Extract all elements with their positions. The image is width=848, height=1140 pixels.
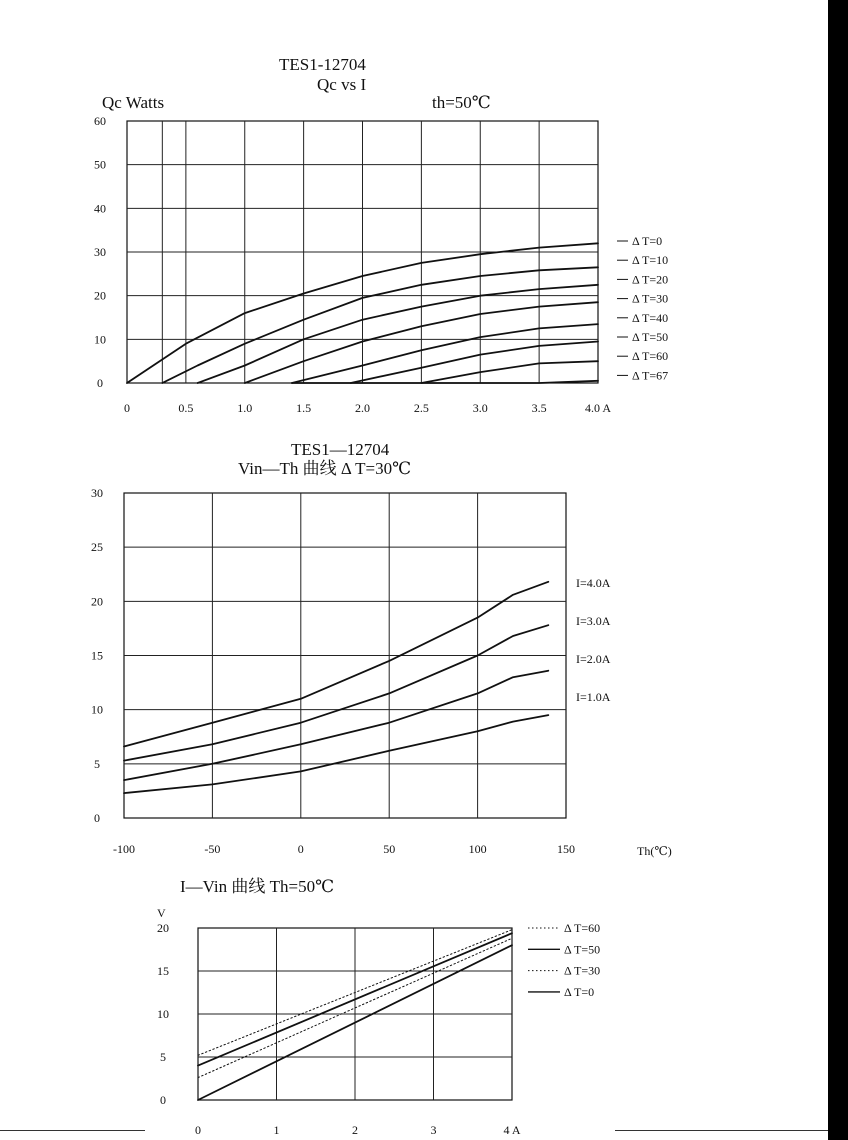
chart2-x-tick-label: -100 <box>113 842 135 856</box>
chart1-y-tick-label: 60 <box>94 114 106 128</box>
chart2-title: TES1—12704 <box>291 440 390 459</box>
chart1-title: TES1-12704 <box>279 55 366 74</box>
chart2-x-tick-label: -50 <box>204 842 221 856</box>
chart1-subtitle: Qc vs I <box>317 75 367 94</box>
chart3-x-ticks <box>195 1123 521 1137</box>
chart1-x-tick-label: 1.5 <box>296 401 312 415</box>
chart3-x-tick-label: 3 <box>430 1123 437 1137</box>
chart1-legend-label: Δ T=50 <box>632 330 669 344</box>
chart1-legend-label: Δ T=40 <box>632 310 669 325</box>
chart2-x-tick-label: 0 <box>297 842 304 856</box>
chart2-x-tick-label: 50 <box>383 842 396 856</box>
chart2-legend-label: I=2.0A <box>576 652 611 666</box>
chart2-y-tick-label: 15 <box>91 648 103 663</box>
chart1-legend-label: Δ T=30 <box>632 291 669 306</box>
chart1-x-tick-label: 3.5 <box>531 401 547 415</box>
chart3-x-tick-label: 2 <box>352 1123 358 1137</box>
chart3-y-tick-label: 15 <box>157 964 169 978</box>
chart1-x-tick-label: 1.0 <box>237 401 253 415</box>
chart1-legend-label: Δ T=67 <box>632 368 669 383</box>
chart3-ylabel: V <box>157 906 166 920</box>
chart3-y-tick-label: 5 <box>160 1050 166 1064</box>
chart3-legend <box>528 921 600 999</box>
chart3-y-tick-label: 0 <box>160 1093 166 1107</box>
chart3-y-tick-label: 10 <box>157 1007 169 1021</box>
chart2-xlabel: Th(℃) <box>637 844 672 858</box>
chart1-y-tick-label: 30 <box>94 245 106 259</box>
chart3-y-tick-label: 20 <box>157 921 169 935</box>
chart1-x-tick-label: 4.0 A <box>584 401 612 415</box>
chart1-ylabel: Qc Watts <box>102 93 165 112</box>
chart2-y-tick-label: 20 <box>91 594 103 609</box>
chart1-legend-label: Δ T=60 <box>632 349 669 364</box>
chart1-condition: th=50℃ <box>432 93 491 112</box>
chart2-legend-label: I=3.0A <box>576 614 611 628</box>
chart3-legend-label: Δ T=0 <box>564 984 595 999</box>
chart1-legend-label: Δ T=0 <box>632 234 663 248</box>
chart1-x-tick-label: 2.0 <box>355 401 370 415</box>
chart2-y-tick-label: 5 <box>94 756 100 771</box>
chart1-x-tick-label: 0 <box>124 401 130 415</box>
chart3-y-ticks <box>157 921 169 1107</box>
scan-edge-bar <box>828 0 848 1140</box>
chart2-y-tick-label: 30 <box>91 486 103 500</box>
chart1-x-tick-label: 2.5 <box>413 401 429 415</box>
chart3-legend-label: Δ T=50 <box>564 942 601 957</box>
chart1-y-tick-label: 50 <box>94 157 106 172</box>
chart3-x-tick-label: 1 <box>273 1123 280 1137</box>
chart2-y-tick-label: 10 <box>91 702 103 717</box>
chart2-y-tick-label: 0 <box>94 811 100 825</box>
chart2-y-tick-label: 25 <box>91 540 103 555</box>
chart1-x-tick-label: 3.0 <box>472 401 488 415</box>
chart3-legend-label: Δ T=30 <box>564 963 601 978</box>
chart2-legend-label: I=4.0A <box>576 576 611 590</box>
chart3-x-tick-label: 4 A <box>503 1123 521 1137</box>
chart2-subtitle: Vin—Th 曲线 Δ T=30℃ <box>238 459 412 478</box>
chart3-x-tick-label: 0 <box>195 1123 201 1137</box>
chart1-y-tick-label: 40 <box>94 201 106 216</box>
scan-bottom-line-right <box>615 1130 828 1131</box>
chart2-legend-label: I=1.0A <box>576 690 611 704</box>
chart2-x-tick-label: 100 <box>468 842 487 856</box>
chart1-y-tick-label: 0 <box>97 376 103 390</box>
chart3-title: I—Vin 曲线 Th=50℃ <box>180 877 335 896</box>
scan-bottom-line-left <box>0 1130 145 1131</box>
chart1-y-tick-label: 20 <box>94 288 106 303</box>
chart1-y-tick-label: 10 <box>94 332 106 347</box>
chart1-legend-label: Δ T=10 <box>632 253 669 268</box>
chart1-legend-label: Δ T=20 <box>632 272 669 287</box>
chart1-x-tick-label: 0.5 <box>178 401 194 415</box>
chart3-legend-label: Δ T=60 <box>564 921 601 935</box>
chart2-x-tick-label: 150 <box>557 842 575 856</box>
